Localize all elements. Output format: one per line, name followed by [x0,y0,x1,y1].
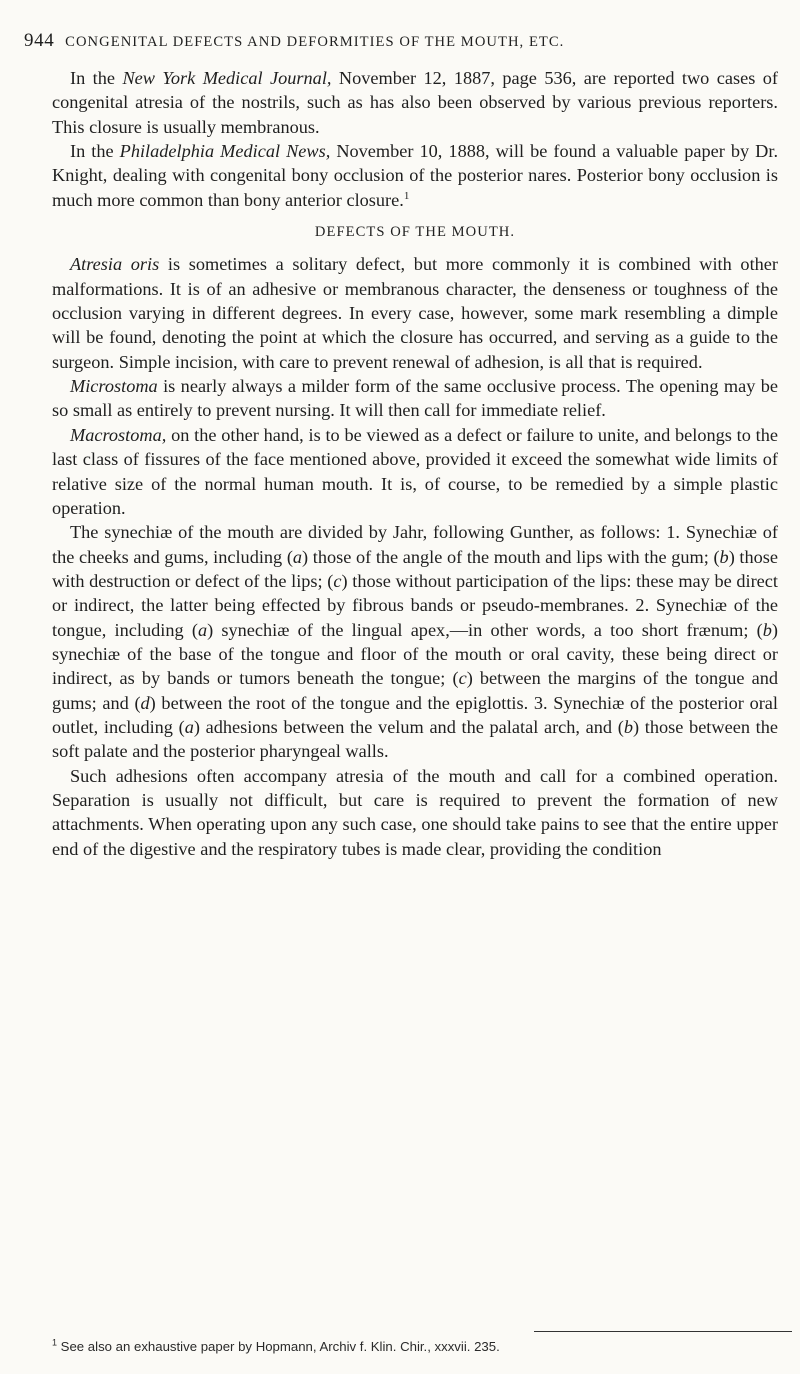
page-number: 944 [24,30,55,51]
journal-title: New York Medical Journal, [122,68,332,88]
text-run: ) those with destruction or defect of the lips; ( [52,546,778,591]
text-run: ) those without participation of the lips: these may be direct or indirect, the latter being effected by fibrous bands or pseudo-membranes. 2. Synechiæ of the tongue, including ( [52,570,778,640]
list-letter: a [184,716,194,737]
paragraph-microstoma [52,374,778,423]
list-letter: b [623,716,633,737]
list-letter: c [333,570,342,591]
paragraph-adhesions-operation: Such adhesions often accompany atresia of the mouth and call for a combined operation. Separation is usually not difficult, but care is required to prevent the formation of new attachments. When operating upon any such case, one should take pains to see that the entire upper end of the digestive and the respiratory tubes is made clear, providing the condition [52,765,778,859]
text-run: is nearly always a milder form of the same occlusive process. The opening may be so small as entirely to prevent nursing. It will then call for immediate relief. [52,376,778,421]
paragraph-nostrils-atresia [52,66,778,139]
term: Microstoma [70,376,158,397]
section-heading: DEFECTS OF THE MOUTH. [314,224,516,241]
list-letter: b [719,546,729,567]
text-run: is sometimes a solitary defect, but more commonly it is combined with other malformations. It is of an adhesive or membranous character, the denseness or toughness of the occlusion varying in different degrees. In every case, however, some mark resembling a dimple will be found, denoting the point at which the closure has occurred, and serving as a guide to the surgeon. Simple incision, with care to prevent renewal of adhesion, is all that is required. [52,254,778,372]
list-letter: d [140,692,150,713]
text-run: ) synechiæ of the lingual apex,—in other words, a too short frænum; ( [207,619,763,640]
body-text [52,66,778,861]
running-header [24,30,784,52]
journal-title: Philadelphia Medical News, [119,141,331,162]
paragraph-posterior-nares [52,139,778,212]
list-letter: c [458,668,467,689]
paragraph-macrostoma [52,423,778,520]
paragraph-synechiae [52,520,778,763]
footnote [52,1339,778,1354]
term: Atresia oris [70,254,160,275]
paragraph-atresia-oris [52,252,778,374]
text-run: The synechiæ of the mouth are divided by Jahr, following Gunther, as follows: 1. Synechiæ of the cheeks and gums, including ( [52,522,778,567]
text-run: ) synechiæ of the base of the tongue and floor of the mouth or oral cavity, these being direct or indirect, as by bands or tumors beneath the tongue; ( [52,619,779,689]
footnote-marker: 1 [52,1337,58,1348]
text-run: In the [70,68,123,88]
text-run: In the [70,141,120,162]
running-title: CONGENITAL DEFECTS AND DEFORMITIES OF THE MOUTH, ETC. [65,34,565,50]
footnote-divider [534,1331,792,1332]
text-run: ) adhesions between the velum and the palatal arch, and ( [193,716,624,737]
text-run: ) those of the angle of the mouth and lips with the gum; ( [302,546,720,567]
text-run: November 10, 1888, will be found a valuable paper by Dr. Knight, dealing with congenital bony occlusion of the posterior nares. Posterior bony occlusion is much more common than bony anterior closure. [52,141,779,210]
text-run: ) those between the soft palate and the posterior pharyngeal walls. [52,716,778,762]
text-run: on the other hand, is to be viewed as a defect or failure to unite, and belongs to the last class of fissures of the face mentioned above, provided it exceed the somewhat wide limits of relative size of the normal human mouth. It is, of course, to be remedied by a simple plastic operation. [52,424,778,518]
text-run: November 12, 1887, page 536, are reported two cases of congenital atresia of the nostrils, such as has also been observed by various previous reporters. This closure is usually membranous. [52,68,779,137]
list-letter: a [292,546,303,567]
list-letter: b [762,619,772,640]
text-run: ) between the root of the tongue and the epiglottis. 3. Synechiæ of the posterior oral outlet, including ( [52,692,778,737]
text-run: ) between the margins of the tongue and gums; and ( [52,668,778,713]
footnote-reference[interactable]: 1 [403,189,410,202]
footnote-text: See also an exhaustive paper by Hopmann, Archiv f. Klin. Chir., xxxvii. 235. [57,1339,500,1354]
term: Macrostoma, [70,424,167,445]
list-letter: a [197,619,208,640]
